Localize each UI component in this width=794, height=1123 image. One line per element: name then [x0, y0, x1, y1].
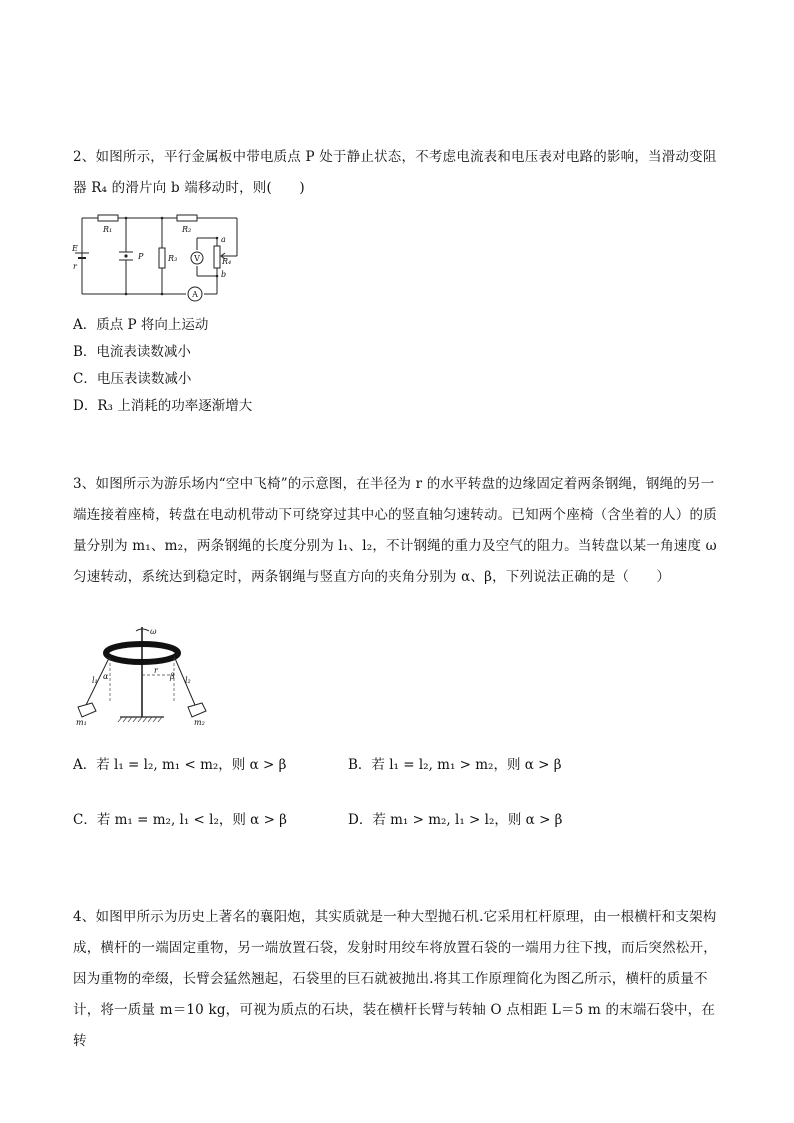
ammeter-label: A [192, 290, 198, 299]
terminal-b-label: b [221, 270, 227, 279]
q2-stem: 2、如图所示，平行金属板中带电质点 P 处于静止状态，不考虑电流表和电压表对电路的影响，当滑动变阻器 R₄ 的滑片向 b 端移动时，则( ) [73, 149, 717, 196]
radius-label: r [154, 666, 158, 675]
q3-stem: 3、如图所示为游乐场内“空中飞椅”的示意图，在半径为 r 的水平转盘的边缘固定着两条钢绳，钢绳的另一端连接着座椅，转盘在电动机带动下可绕穿过其中心的竖直轴匀速转动。已知两个座椅（含坐着的人）的质量分别为 m₁、m₂，两条钢绳的长度分别为 l₁、l₂，不计钢绳的重力及空气的阻力。当转盘以某一角速度 ω 匀速转动，系统达到稳定时，两条钢绳与竖直方向的夹角分别为 α、β，下列说法正确的是（ ） [73, 476, 717, 585]
l2-label: l₂ [185, 676, 191, 685]
r2-label: R₂ [182, 225, 192, 234]
internal-resistance-label: r [73, 262, 77, 271]
q2-option-d: D．R₃ 上消耗的功率逐渐增大 [73, 398, 253, 414]
q2-option-a: A．质点 P 将向上运动 [73, 317, 209, 333]
particle-label: P [138, 252, 144, 261]
emf-label: E [72, 244, 78, 253]
q3-option-a: A．若 l₁ = l₂, m₁ < m₂，则 α > β [73, 757, 287, 773]
q2-option-c: C．电压表读数减小 [73, 371, 192, 387]
r3-label: R₃ [168, 254, 178, 263]
terminal-a-label: a [221, 235, 226, 244]
beta-label: β [170, 672, 175, 681]
q3-option-b: B．若 l₁ = l₂, m₁ > m₂，则 α > β [348, 757, 562, 773]
q2-option-b: B．电流表读数减小 [73, 344, 191, 360]
q3-option-d: D．若 m₁ > m₂, l₁ > l₂，则 α > β [348, 812, 563, 828]
flying-chair-diagram [70, 625, 220, 727]
r1-label: R₁ [103, 225, 113, 234]
circuit-diagram [70, 208, 250, 304]
r4-label: R₄ [222, 257, 232, 266]
voltmeter-label: V [194, 254, 200, 263]
alpha-label: α [103, 672, 109, 681]
omega-label: ω [150, 627, 157, 636]
m1-label: m₁ [76, 718, 87, 727]
l1-label: l₁ [92, 676, 98, 685]
q4-stem: 4、如图甲所示为历史上著名的襄阳炮，其实质就是一种大型抛石机.它采用杠杆原理，由一根横杆和支架构成，横杆的一端固定重物，另一端放置石袋，发射时用绞车将放置石袋的一端用力往下拽，而后突然松开，因为重物的牵缀，长臂会猛然翘起，石袋里的巨石就被抛出.将其工作原理简化为图乙所示，横杆的质量不计，将一质量 m＝10 kg，可视为质点的石块，装在横杆长臂与转轴 O 点相距 L＝5 m 的末端石袋中，在转 [73, 909, 717, 1049]
q3-option-c: C．若 m₁ = m₂, l₁ < l₂，则 α > β [73, 812, 287, 828]
m2-label: m₂ [194, 718, 205, 727]
